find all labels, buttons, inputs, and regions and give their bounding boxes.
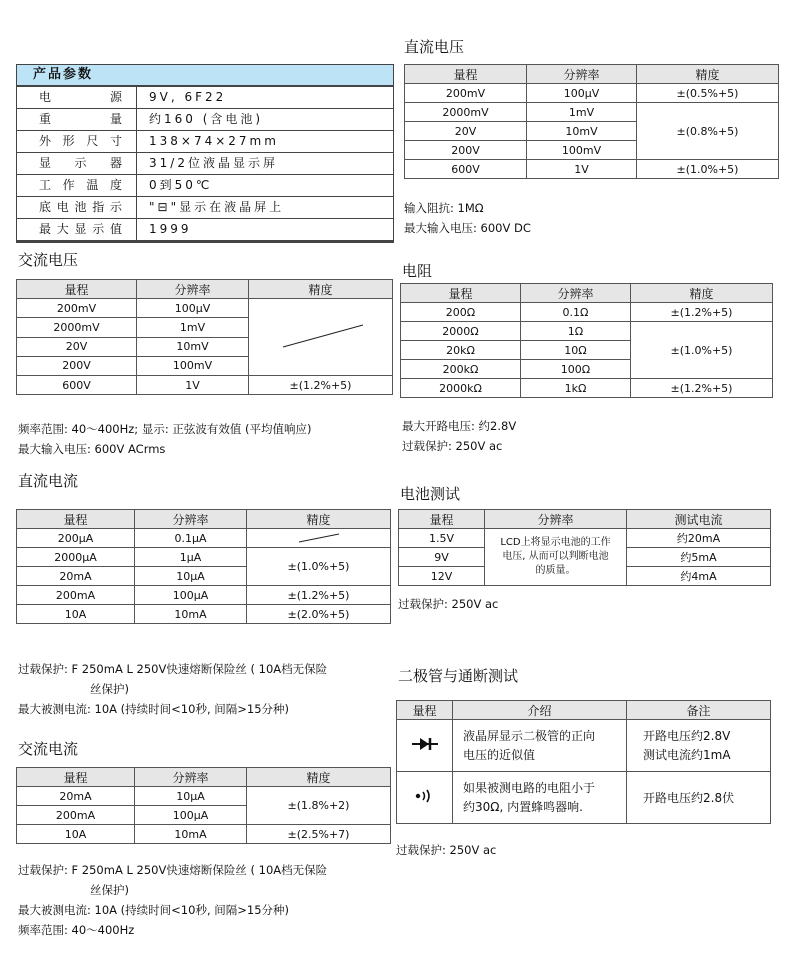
buzzer-icon	[397, 772, 453, 824]
param-name: 电源	[17, 87, 137, 108]
cell-range: 200mV	[17, 299, 137, 318]
table-row	[17, 787, 391, 806]
cell-accuracy: ±(1.2%+5)	[247, 586, 391, 605]
col-remark: 备注	[627, 701, 771, 720]
cell-resolution: 10μA	[135, 787, 247, 806]
table-row	[17, 376, 393, 395]
ac-voltage-note: 频率范围: 40～400Hz; 显示: 正弦波有效值 (平均值响应)	[18, 422, 312, 436]
intro-line: 电压的近似值	[463, 747, 536, 762]
intro-line: 如果被测电路的电阻小于	[463, 780, 596, 795]
param-name: 显示器	[17, 153, 137, 174]
cell-description	[485, 529, 627, 586]
table-row	[405, 84, 779, 103]
cell-resolution: 10mV	[527, 122, 637, 141]
cell-range: 20kΩ	[401, 341, 521, 360]
cell-resolution: 1V	[527, 160, 637, 179]
cell-range: 12V	[399, 567, 485, 586]
cell-range: 10A	[17, 825, 135, 844]
cell-range: 200Ω	[401, 303, 521, 322]
ac-current-note: 过载保护: F 250mA L 250V快速熔断保险丝 ( 10A档无保险	[18, 863, 328, 877]
param-row	[17, 197, 393, 219]
cell-resolution: 100Ω	[521, 360, 631, 379]
ac-current-note: 最大被测电流: 10A (持续时间<10秒, 间隔>15分种)	[18, 903, 290, 917]
param-row	[17, 131, 393, 153]
ac-current-note: 丝保护)	[90, 883, 129, 897]
dc-voltage-note: 最大输入电压: 600V DC	[404, 221, 531, 235]
ac-current-title: 交流电流	[18, 740, 79, 758]
table-header-row	[17, 510, 391, 529]
battery-table	[398, 509, 771, 586]
cell-range: 10A	[17, 605, 135, 624]
cell-accuracy: ±(1.0%+5)	[247, 548, 391, 586]
cell-resolution: 1kΩ	[521, 379, 631, 398]
resistance-table	[400, 283, 773, 398]
table-header-row	[401, 284, 773, 303]
param-value: 138×74×27mm	[149, 134, 279, 148]
cell-range: 20V	[405, 122, 527, 141]
dc-voltage-note: 输入阻抗: 1MΩ	[404, 201, 484, 215]
col-resolution: 分辨率	[485, 510, 627, 529]
resistance-note: 过载保护: 250V ac	[402, 439, 503, 453]
param-value: 31/2位液晶显示屏	[149, 156, 278, 170]
cell-resolution: 100μV	[137, 299, 249, 318]
table-row	[405, 103, 779, 122]
diagonal-line	[247, 529, 391, 547]
param-row	[17, 153, 393, 175]
dc-voltage-title: 直流电压	[404, 38, 465, 56]
cell-test-current: 约5mA	[627, 548, 771, 567]
param-value: 1999	[149, 222, 192, 236]
param-value: 9V, 6F22	[149, 90, 227, 104]
cell-test-current: 约4mA	[627, 567, 771, 586]
cell-accuracy: ±(1.0%+5)	[631, 322, 773, 379]
table-row	[17, 548, 391, 567]
cell-intro	[453, 720, 627, 772]
table-row	[17, 586, 391, 605]
cell-accuracy: ±(1.8%+2)	[247, 787, 391, 825]
table-row	[17, 299, 393, 318]
resistance-title: 电阻	[402, 262, 433, 280]
dc-voltage-table	[404, 64, 779, 179]
col-accuracy: 精度	[631, 284, 773, 303]
table-row	[401, 322, 773, 341]
cell-range: 20mA	[17, 567, 135, 586]
table-row	[17, 605, 391, 624]
cell-accuracy: ±(2.5%+7)	[247, 825, 391, 844]
cell-resolution: 100μV	[527, 84, 637, 103]
table-header-row	[399, 510, 771, 529]
cell-remark	[627, 772, 771, 824]
diode-note: 过载保护: 250V ac	[396, 843, 497, 857]
cell-range: 1.5V	[399, 529, 485, 548]
diode-icon	[397, 720, 453, 772]
remark-line: 开路电压约2.8V	[643, 728, 731, 743]
cell-resolution: 10mV	[137, 337, 249, 356]
diagonal-line	[249, 299, 393, 375]
cell-accuracy: ±(1.2%+5)	[631, 379, 773, 398]
table-row	[405, 160, 779, 179]
table-header-row	[17, 768, 391, 787]
table-row	[17, 529, 391, 548]
cell-range: 200V	[405, 141, 527, 160]
cell-range: 2000μA	[17, 548, 135, 567]
param-name: 外形尺寸	[17, 131, 137, 152]
cell-range: 600V	[17, 376, 137, 395]
param-name: 最大显示值	[17, 219, 137, 240]
diode-table	[396, 700, 771, 824]
col-range: 量程	[17, 510, 135, 529]
cell-resolution: 1μA	[135, 548, 247, 567]
cell-test-current: 约20mA	[627, 529, 771, 548]
cell-remark	[627, 720, 771, 772]
cell-resolution: 10Ω	[521, 341, 631, 360]
col-accuracy: 精度	[637, 65, 779, 84]
cell-range: 200kΩ	[401, 360, 521, 379]
cell-accuracy: ±(1.2%+5)	[249, 376, 393, 395]
col-resolution: 分辨率	[135, 510, 247, 529]
cell-resolution: 1mV	[527, 103, 637, 122]
param-value: 约160 (含电池)	[149, 112, 264, 126]
cell-resolution: 100mV	[527, 141, 637, 160]
cell-range: 600V	[405, 160, 527, 179]
cell-range: 200mA	[17, 586, 135, 605]
desc-line: LCD上将显示电池的工作	[500, 537, 611, 548]
cell-resolution: 1Ω	[521, 322, 631, 341]
param-value: 0到50℃	[149, 178, 213, 192]
col-range: 量程	[401, 284, 521, 303]
diode-symbol-icon	[410, 737, 440, 751]
desc-line: 电压, 从而可以判断电池	[502, 551, 609, 562]
remark-line: 开路电压约2.8伏	[643, 791, 735, 805]
cell-resolution: 1V	[137, 376, 249, 395]
cell-resolution: 0.1μA	[135, 529, 247, 548]
table-header-row	[397, 701, 771, 720]
col-intro: 介绍	[453, 701, 627, 720]
cell-resolution: 100μA	[135, 806, 247, 825]
battery-note: 过载保护: 250V ac	[398, 597, 499, 611]
col-range: 量程	[397, 701, 453, 720]
ac-voltage-title: 交流电压	[18, 251, 79, 269]
col-resolution: 分辨率	[527, 65, 637, 84]
table-header-row	[405, 65, 779, 84]
cell-range: 200mV	[405, 84, 527, 103]
cell-accuracy-na	[247, 529, 391, 548]
param-name: 底电池指示	[17, 197, 137, 218]
resistance-note: 最大开路电压: 约2.8V	[402, 419, 517, 433]
ac-voltage-table	[16, 279, 393, 395]
intro-line: 约30Ω, 内置蜂鸣器响.	[463, 799, 583, 814]
param-row	[17, 109, 393, 131]
col-accuracy: 精度	[249, 280, 393, 299]
remark-line: 测试电流约1mA	[643, 747, 731, 762]
dc-current-title: 直流电流	[18, 472, 79, 490]
cell-accuracy: ±(2.0%+5)	[247, 605, 391, 624]
col-resolution: 分辨率	[135, 768, 247, 787]
dc-current-note: 过载保护: F 250mA L 250V快速熔断保险丝 ( 10A档无保险	[18, 662, 328, 676]
table-row	[401, 303, 773, 322]
col-accuracy: 精度	[247, 510, 391, 529]
param-row	[17, 175, 393, 197]
cell-range: 2000mV	[17, 318, 137, 337]
col-range: 量程	[17, 280, 137, 299]
dc-current-note: 最大被测电流: 10A (持续时间<10秒, 间隔>15分种)	[18, 702, 290, 716]
cell-resolution: 0.1Ω	[521, 303, 631, 322]
col-test-current: 测试电流	[627, 510, 771, 529]
cell-range: 2000mV	[405, 103, 527, 122]
cell-accuracy: ±(1.2%+5)	[631, 303, 773, 322]
cell-resolution: 1mV	[137, 318, 249, 337]
product-params-table	[16, 64, 394, 243]
param-row	[17, 219, 393, 242]
col-range: 量程	[17, 768, 135, 787]
cell-resolution: 10mA	[135, 605, 247, 624]
cell-range: 20V	[17, 337, 137, 356]
cell-range: 200mA	[17, 806, 135, 825]
params-header: 产品参数	[17, 65, 393, 87]
table-row	[401, 379, 773, 398]
cell-resolution: 100mV	[137, 356, 249, 375]
param-name: 重量	[17, 109, 137, 130]
cell-range: 2000Ω	[401, 322, 521, 341]
dc-current-table	[16, 509, 391, 624]
table-header-row	[17, 280, 393, 299]
table-row	[399, 529, 771, 548]
col-range: 量程	[399, 510, 485, 529]
cell-resolution: 100μA	[135, 586, 247, 605]
table-row	[397, 720, 771, 772]
desc-line: 的质量。	[535, 565, 576, 576]
param-name: 工作温度	[17, 175, 137, 196]
intro-line: 液晶屏显示二极管的正向	[463, 728, 596, 743]
cell-range: 20mA	[17, 787, 135, 806]
cell-accuracy: ±(1.0%+5)	[637, 160, 779, 179]
cell-range: 200μA	[17, 529, 135, 548]
cell-resolution: 10μA	[135, 567, 247, 586]
table-row	[397, 772, 771, 824]
dc-current-note: 丝保护)	[90, 682, 129, 696]
ac-current-table	[16, 767, 391, 844]
col-accuracy: 精度	[247, 768, 391, 787]
cell-range: 200V	[17, 356, 137, 375]
ac-voltage-note: 最大输入电压: 600V ACrms	[18, 442, 166, 456]
param-row	[17, 87, 393, 109]
col-resolution: 分辨率	[521, 284, 631, 303]
cell-resolution: 10mA	[135, 825, 247, 844]
param-value: "⊟"显示在液晶屏上	[149, 200, 285, 214]
battery-title: 电池测试	[400, 485, 461, 503]
table-row	[17, 825, 391, 844]
col-range: 量程	[405, 65, 527, 84]
cell-range: 2000kΩ	[401, 379, 521, 398]
col-resolution: 分辨率	[137, 280, 249, 299]
cell-accuracy: ±(0.5%+5)	[637, 84, 779, 103]
continuity-sound-icon	[414, 789, 436, 803]
cell-range: 9V	[399, 548, 485, 567]
cell-accuracy-na	[249, 299, 393, 376]
diode-title: 二极管与通断测试	[398, 667, 519, 685]
cell-intro	[453, 772, 627, 824]
cell-accuracy: ±(0.8%+5)	[637, 103, 779, 160]
ac-current-note: 频率范围: 40～400Hz	[18, 923, 135, 937]
